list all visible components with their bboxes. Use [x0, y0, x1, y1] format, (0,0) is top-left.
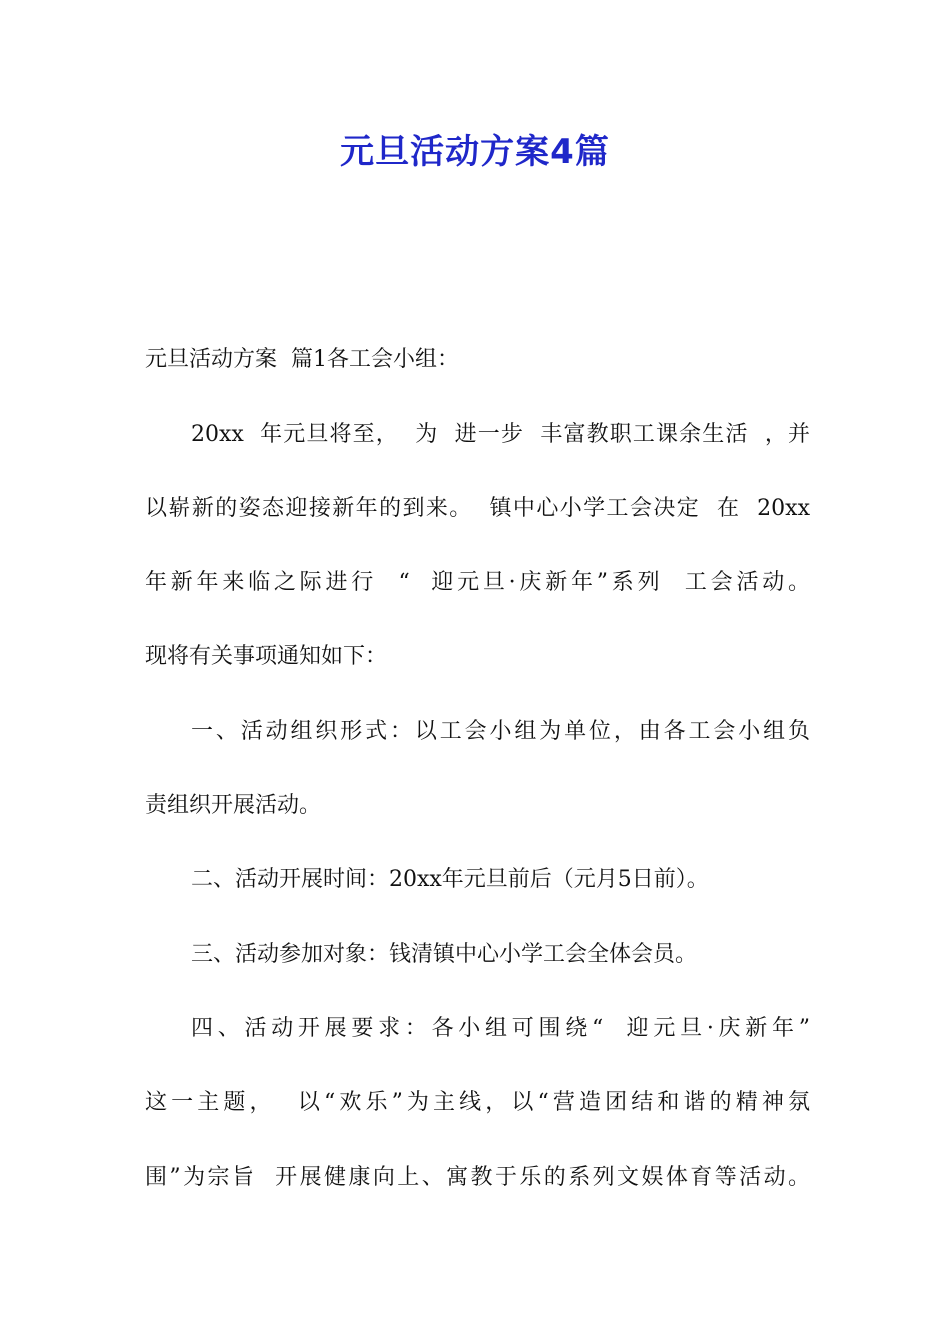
paragraph-line: 以崭新的姿态迎接新年的到来。 镇中心小学工会决定 在 20xx: [145, 496, 810, 521]
paragraph-line: 现将有关事项通知如下：: [145, 644, 388, 669]
paragraph-line: 这一主题， 以“欢乐”为主线，以“营造团结和谐的精神氛: [145, 1090, 810, 1115]
paragraph-line: 四、活动开展要求：各小组可围绕“ 迎元旦·庆新年”: [191, 1016, 810, 1041]
paragraph-line: 二、活动开展时间：20xx年元旦前后（元月5日前）。: [191, 867, 709, 892]
document-title: 元旦活动方案4篇: [340, 132, 610, 172]
paragraph-line: 20xx 年元旦将至， 为 进一步 丰富教职工课余生活 ，并: [191, 422, 810, 447]
paragraph-line: 责组织开展活动。: [145, 793, 322, 818]
paragraph-line: 元旦活动方案 篇1各工会小组：: [145, 347, 459, 372]
paragraph-line: 一、活动组织形式：以工会小组为单位，由各工会小组负: [191, 719, 810, 744]
paragraph-line: 年新年来临之际进行 “ 迎元旦·庆新年”系列 工会活动。: [145, 570, 810, 595]
paragraph-line: 三、活动参加对象：钱清镇中心小学工会全体会员。: [191, 942, 698, 967]
paragraph-line: 围”为宗旨 开展健康向上、寓教于乐的系列文娱体育等活动。: [145, 1165, 810, 1190]
